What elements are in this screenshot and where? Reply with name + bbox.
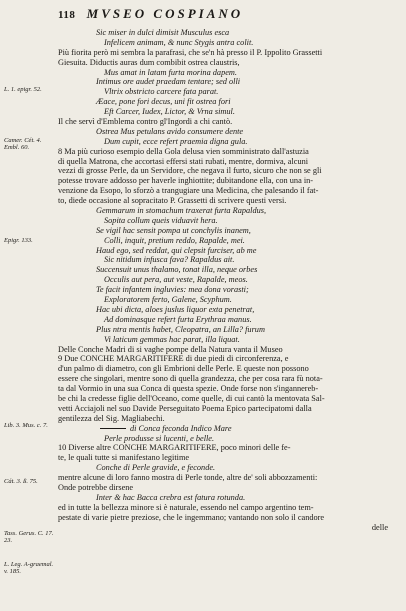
verse-line: Hac ubi dicta, aloes juslus liquor exta penetrat, <box>96 304 255 314</box>
margin-note: Camer. Cét. 4. Embl. 60. <box>4 137 42 152</box>
prose-line: 9 Due CONCHE MARGARITIFERE di due piedi di circonferenza, e <box>58 354 289 364</box>
prose-line: Onde potrebbe dirsene <box>58 482 134 492</box>
prose-line: potesse trovare addosso per haverle inghiottite; dubitandone ella, con una in- <box>58 176 314 186</box>
verse-line: Eft Carcer, Iudex, Lictor, & Vrna simul. <box>104 107 235 117</box>
prose-line: be chi la credesse figlie dell'Oceano, come quelle, di cui cantò la mentovata Sal- <box>58 393 325 403</box>
prose-line: Il che servì d'Emblema contro gl'Ingordi a chi cantò. <box>58 117 233 127</box>
prose-line: ta dal Vormio in una sua Conca di questa spezie. Onde forse non s'ingannereb- <box>58 384 319 394</box>
verse-line: Inter & hac Bacca crebra est fatura rotunda. <box>96 492 246 502</box>
prose-line: 8 Ma più curioso esempio della Gola delusa vien somministrato dall'astuzia <box>58 146 309 156</box>
prose-line: vezzi di grosse Perle, da un Servidore, che negava il furto, sicuro che non se gli <box>58 166 322 176</box>
verse-line: Ostrea Mus petulans avido consumere dente <box>96 126 244 136</box>
verse-line: Dum cupit, ecce refert praemia digna gula. <box>104 136 248 146</box>
verse-line: Sopita collum queis viduavit hera. <box>104 215 218 225</box>
dash-rule <box>100 428 126 429</box>
verse-line: Intimus ore audet praedam tentare; sed olli <box>96 77 241 87</box>
verse-line: Vltrix obstricto carcere fata parat. <box>104 87 219 97</box>
prose-line: to, diede occasione al sopracitato P. Grassetti di scrivere questi versi. <box>58 196 287 206</box>
verse-line: Occulis aut pera, aut veste, Rapalde, meos. <box>104 275 248 285</box>
verse-line: Ad dominasque refert furta Erythraa manus. <box>104 314 252 324</box>
verse-line: Haud ego, sed reddat, qui clepsit furciser, ab me <box>96 245 257 255</box>
prose-line: venzione da Esopo, lo sforzò a trangugiare una Medicina, che palesando il fat- <box>58 186 319 196</box>
prose-line: vetti Acciajoli nel suo Davide Perseguitato Poema Epico partecipatomi dalla <box>58 403 312 413</box>
verse-line: Plus ntra mentis habet, Cleopatra, an Lilla? furum <box>96 324 265 334</box>
verse-line: Gemmarum in stomachum traxerat furta Rapaldus, <box>96 206 267 216</box>
verse-text: di Conca feconda Indico Mare <box>130 423 232 433</box>
margin-note: Lib. 3. Mus. c. 7. <box>4 422 48 429</box>
verse-line: Succensuit unus thalamo, tonat illa, neque orbes <box>96 265 258 275</box>
verse-line: Conche di Perle gravide, e feconde. <box>96 463 216 473</box>
prose-line: 10 Diverse altre CONCHE MARGARITIFERE, poco minori delle fe- <box>58 443 291 453</box>
margin-note: Tass. Gerus. C. 17. 23. <box>4 530 54 545</box>
prose-line: gentilezza del Sig. Magliabechi. <box>58 413 165 423</box>
verse-line: Sic miser in dulci dimisit Musculus esca <box>96 28 230 37</box>
prose-line: Delle Conche Madri di si vaghe pompe della Natura vanta il Museo <box>58 344 283 354</box>
margin-note: L. Leg. A-graemal. v. 185. <box>4 561 54 576</box>
verse-line: Perle produsse si lucenti, e belle. <box>104 433 215 443</box>
prose-line: mentre alcune di loro fanno mostra di Perle tonde, altre de' soli abbozzamenti: <box>58 473 318 483</box>
verse-line: Exploratorem ferto, Galene, Scyphum. <box>104 295 232 305</box>
prose-line: essere che singolari, mentre sono di quella grandezza, che per cosa rara fù nota- <box>58 374 323 384</box>
verse-line: Colli, inquit, pretium reddo, Rapalde, mei. <box>104 235 245 245</box>
margin-note: L. 1. epigr. 52. <box>4 86 42 93</box>
prose-line: Giesuita. Diductis auras dum combibit ostrea claustris, <box>58 57 240 67</box>
verse-line: Vi laticum gemmas hac parat, illa liquat. <box>104 334 240 344</box>
catchword: delle <box>371 522 388 532</box>
prose-line: te, le quali tutte si manifestano legitime <box>58 453 190 463</box>
verse-line: Sic nitidum infusca fava? Rapaldus ait. <box>104 255 235 265</box>
prose-line: Più fiorita però mi sembra la parafrasi, che se'n hà presso il P. Ippolito Grassetti <box>58 47 323 57</box>
running-title: MVSEO COSPIANO <box>86 6 244 21</box>
page-number: 118 <box>58 9 76 21</box>
verse-line: Æace, pone fori decus, uni fit ostrea fori <box>96 97 231 107</box>
running-header <box>58 6 243 22</box>
prose-line: ed in tutte la bellezza minore si è naturale, essendo nel campo argentino tem- <box>58 502 314 512</box>
verse-line <box>58 424 402 434</box>
body-text <box>58 28 402 532</box>
margin-note: Epigr. 133. <box>4 237 33 244</box>
verse-line: Infelicem animam, & nunc Stygis antra colit. <box>104 37 254 47</box>
prose-line: di quella Matrona, che accortasi effersi stati rubati, mentre, dormiva, alcuni <box>58 156 309 166</box>
prose-line: d'un palmo di diametro, con gli Embrioni delle Perle. E queste non possono <box>58 364 309 374</box>
verse-line: Mus amat in latam furta morina dapem. <box>104 67 237 77</box>
margin-note: Cát. 3. ß. 75. <box>4 478 38 485</box>
verse-line: Te facit infantem ingluvies: mea dona vorasti; <box>96 285 249 295</box>
verse-line: Se vigil hac sensit pompa ut conchylis inanem, <box>96 225 251 235</box>
prose-line: pestate di varie pietre preziose, che le ingemmano; vantando non solo il candore <box>58 512 325 522</box>
